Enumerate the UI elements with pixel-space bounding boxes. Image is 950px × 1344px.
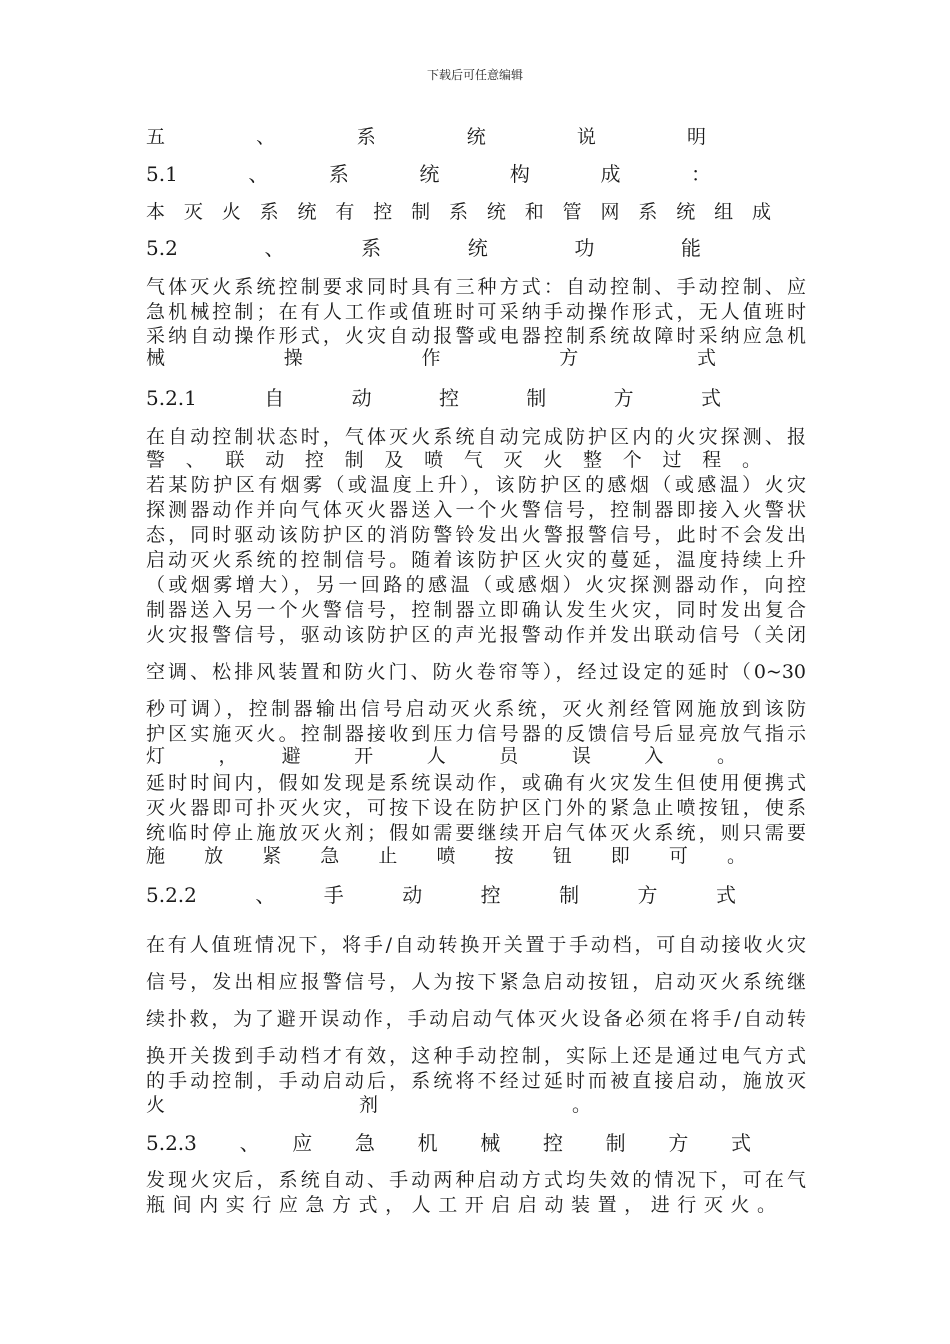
subsection-heading: 5.2 、 系 统 功 能	[146, 236, 701, 260]
paragraph-line: 械 操 作 方 式	[146, 347, 716, 369]
page-header-note: 下载后可任意编辑	[426, 68, 523, 82]
paragraph-line: 采纳自动操作形式，火灾自动报警或电器控制系统故障时采纳应急机	[146, 325, 806, 347]
paragraph-line: 在自动控制状态时，气体灭火系统自动完成防护区内的火灾探测、报	[146, 426, 806, 448]
paragraph-line: 态，同时驱动该防护区的消防警铃发出火警报警信号，此时不会发出	[146, 524, 806, 546]
subsection-heading: 5.1 、 系 统 构 成 ：	[146, 162, 711, 186]
paragraph-line: 换开关拨到手动档才有效，这种手动控制，实际上还是通过电气方式	[146, 1045, 806, 1067]
paragraph-line: 护区实施灭火。控制器接收到压力信号器的反馈信号后显亮放气指示	[146, 723, 806, 745]
paragraph-line: 警、联动控制及喷气灭火整个过程。	[146, 449, 761, 471]
section-heading: 五 、 系 统 说 明	[146, 126, 706, 148]
paragraph-line: 发现火灾后，系统自动、手动两种启动方式均失效的情况下，可在气	[146, 1169, 806, 1191]
paragraph-line: 急机械控制；在有人工作或值班时可采纳手动操作形式，无人值班时	[146, 301, 806, 323]
paragraph-line: 灭火器即可扑灭火灾，可按下设在防护区门外的紧急止喷按钮，使系	[146, 797, 806, 819]
paragraph-line: 探测器动作并向气体灭火器送入一个火警信号，控制器即接入火警状	[146, 499, 806, 521]
paragraph-line: 灯 ， 避 开 人 员 误 入 。	[146, 745, 736, 767]
paragraph-line: （或烟雾增大），另一回路的感温（或感烟）火灾探测器动作，向控	[146, 574, 806, 596]
paragraph-line: 本灭火系统有控制系统和管网系统组成	[146, 201, 771, 223]
paragraph-line: 续扑救，为了避开误动作，手动启动气体灭火设备必须在将手/自动转	[146, 1008, 806, 1030]
subsection-heading: 5.2.1 自 动 控 制 方 式	[146, 386, 721, 410]
paragraph-line: 统临时停止施放灭火剂；假如需要继续开启气体灭火系统，则只需要	[146, 822, 806, 844]
subsection-heading: 5.2.2 、 手 动 控 制 方 式	[146, 883, 736, 907]
paragraph-line: 制器送入另一个火警信号，控制器立即确认发生火灾，同时发出复合	[146, 599, 806, 621]
paragraph-line: 若某防护区有烟雾（或温度上升），该防护区的感烟（或感温）火灾	[146, 474, 806, 496]
paragraph-line: 在有人值班情况下，将手/自动转换开关置于手动档，可自动接收火灾	[146, 934, 806, 956]
paragraph-line: 启动灭火系统的控制信号。随着该防护区火灾的蔓延，温度持续上升	[146, 549, 806, 571]
paragraph-line: 秒可调），控制器输出信号启动灭火系统，灭火剂经管网施放到该防	[146, 698, 806, 720]
paragraph-line: 的手动控制，手动启动后，系统将不经过延时而被直接启动，施放灭	[146, 1070, 806, 1092]
paragraph-line: 施 放 紧 急 止 喷 按 钮 即 可 。	[146, 845, 746, 867]
subsection-heading: 5.2.3 、 应 急 机 械 控 制 方 式	[146, 1131, 751, 1155]
paragraph-line: 火灾报警信号，驱动该防护区的声光报警动作并发出联动信号（关闭	[146, 624, 806, 646]
paragraph-line: 延时时间内，假如发现是系统误动作，或确有火灾发生但使用便携式	[146, 772, 806, 794]
paragraph-line: 瓶间内实行应急方式，人工开启启动装置，进行灭火。	[146, 1194, 776, 1216]
paragraph-line: 气体灭火系统控制要求同时具有三种方式：自动控制、手动控制、应	[146, 276, 806, 298]
paragraph-line: 空调、松排风装置和防火门、防火卷帘等），经过设定的延时（0~30	[146, 661, 806, 683]
paragraph-line: 信号，发出相应报警信号，人为按下紧急启动按钮，启动灭火系统继	[146, 971, 806, 993]
paragraph-line: 火 剂 。	[146, 1094, 591, 1116]
